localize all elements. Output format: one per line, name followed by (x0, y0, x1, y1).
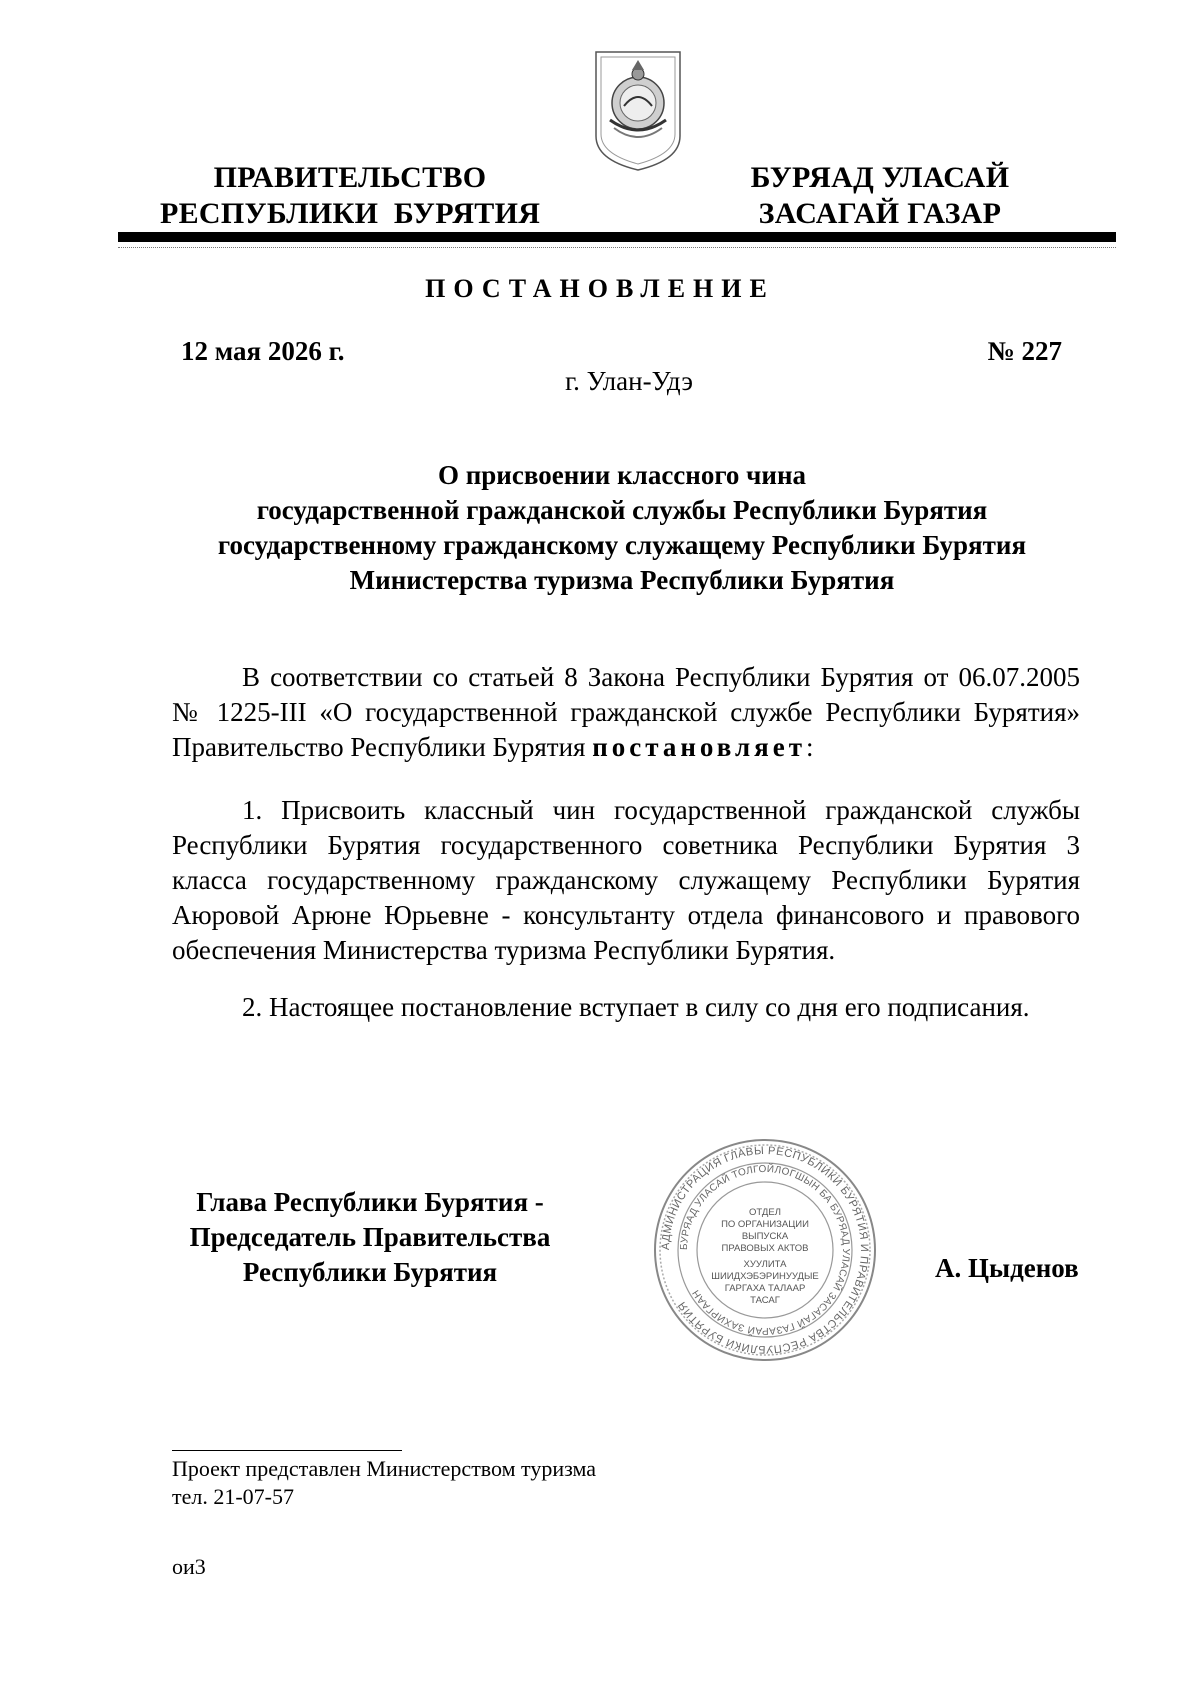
seal-outer-text: АДМИНИСТРАЦИЯ ГЛАВЫ РЕСПУБЛИКИ БУРЯТИЯ И ПРАВИТЕЛЬСТВА РЕСПУБЛИКИ БУРЯТИЯ (659, 1144, 871, 1356)
official-seal (650, 1135, 880, 1365)
header-right-line2: ЗАСАГАЙ ГАЗАР (758, 197, 1002, 230)
intro-end: : (805, 732, 814, 762)
seal-center-line1: ОТДЕЛ (749, 1207, 781, 1218)
document-title (172, 458, 1072, 598)
seal-center-line6: ШИИДХЭБЭРИНУУДЫЕ (711, 1271, 819, 1282)
seal-center-line3: ВЫПУСКА (741, 1231, 789, 1242)
title-line4: Министерства туризма Республики Бурятия (349, 565, 895, 595)
footer-phone: тел. 21-07-57 (172, 1484, 295, 1509)
signer-position (160, 1185, 580, 1290)
header-divider-thin (118, 247, 1116, 248)
header-right-line1: БУРЯАД УЛАСАЙ (750, 161, 1010, 194)
item-2-paragraph (172, 990, 1080, 1025)
signer-position-line3: Республики Бурятия (242, 1257, 498, 1287)
title-line3: государственному гражданскому служащему Республики Бурятия (217, 530, 1027, 560)
coat-of-arms-icon (592, 48, 684, 173)
header-left (160, 160, 540, 232)
seal-center-line4: ПРАВОВЫХ АКТОВ (721, 1243, 809, 1254)
seal-center-line8: ТАСАГ (750, 1295, 780, 1306)
item-2-text: 2. Настоящее постановление вступает в силу со дня его подписания. (242, 992, 1030, 1022)
signer-name: А. Цыденов (935, 1253, 1079, 1283)
document-type: ПОСТАНОВЛЕНИЕ (425, 274, 775, 303)
seal-center-line2: ПО ОРГАНИЗАЦИИ (721, 1219, 809, 1230)
item-1-text: 1. Присвоить классный чин государственной гражданской службы Республики Бурятия государственного советника Республики Бурятия 3 класса государственному гражданскому служащему Республики Бурятия Аюровой Арюне Юрьевне - консультанту отдела финансового и правового обеспечения Министерства туризма Республики Бурятия. (172, 795, 1080, 965)
intro-text: В соответствии со статьей 8 Закона Республики Бурятия от 06.07.2005 № 1225-III «О государственной гражданской службе Республики Бурятия» Правительство Республики Бурятия (172, 662, 1080, 762)
footer-code: ои3 (172, 1554, 206, 1579)
seal-center-line7: ГАРГАХА ТАЛААР (724, 1283, 806, 1294)
seal-center-line5: ХУУЛИТА (743, 1259, 787, 1270)
intro-keyword: постановляет (592, 732, 806, 762)
header-divider-thick (118, 232, 1116, 242)
header-left-line1: ПРАВИТЕЛЬСТВО (213, 161, 487, 194)
intro-paragraph (172, 660, 1080, 765)
header-right (720, 160, 1040, 232)
footer-project-note: Проект представлен Министерством туризма (172, 1456, 597, 1481)
document-date: 12 мая 2026 г. (181, 336, 345, 366)
signer-position-line1: Глава Республики Бурятия - (196, 1187, 544, 1217)
footer-divider (172, 1450, 402, 1451)
seal-inner-text: БУРЯАД УЛАСАЙ ТОЛГОЙЛОГШЫН БА БУРЯАД УЛАСАЙ ЗАСАГАЙ ГАЗАРАЙ ЗАХИРГААН (678, 1163, 852, 1337)
item-1-paragraph (172, 793, 1080, 968)
document-city: г. Улан-Удэ (565, 366, 693, 396)
title-line1: О присвоении классного чина (437, 460, 807, 490)
document-number: № 227 (987, 336, 1062, 366)
title-line2: государственной гражданской службы Республики Бурятия (256, 495, 988, 525)
header-left-line2: РЕСПУБЛИКИ БУРЯТИЯ (160, 197, 541, 230)
signer-position-line2: Председатель Правительства (189, 1222, 551, 1252)
